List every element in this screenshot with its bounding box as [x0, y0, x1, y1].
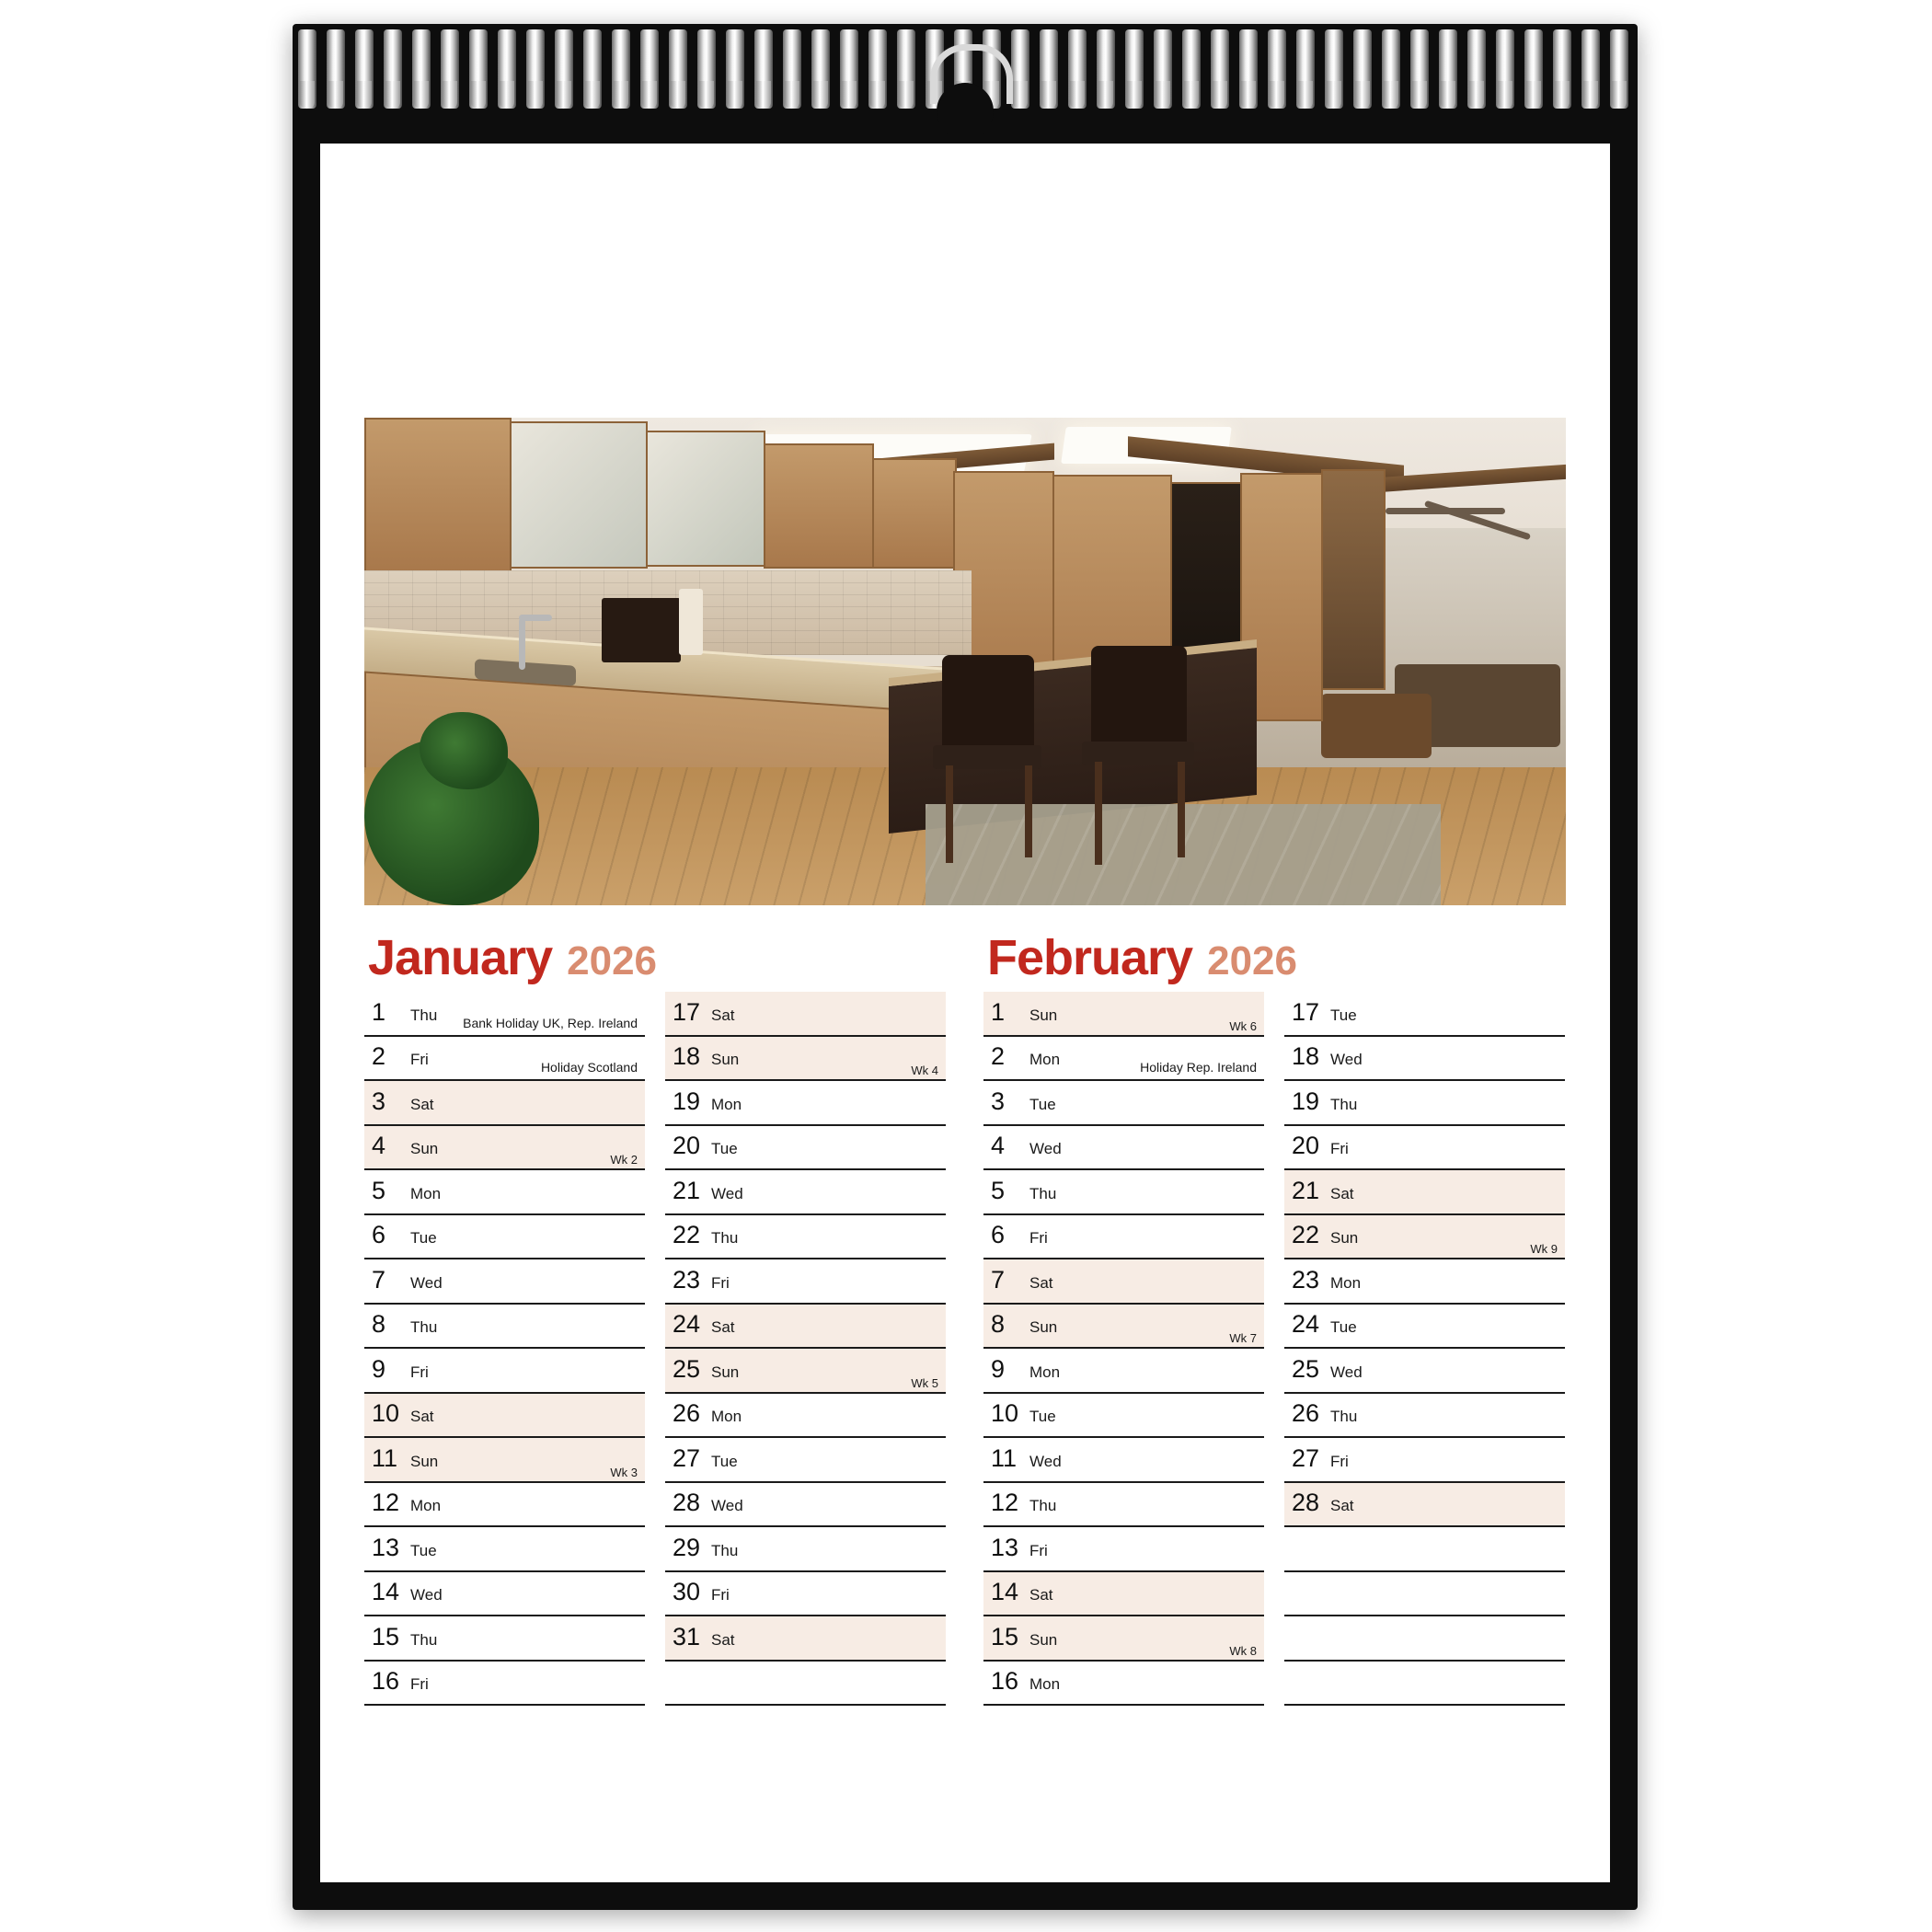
month-name: February	[987, 930, 1193, 985]
wire-loop	[1382, 29, 1400, 109]
day-row[interactable]	[364, 1081, 645, 1126]
wire-loop	[726, 29, 744, 109]
day-abbrev: Sun	[1029, 1630, 1058, 1649]
day-row[interactable]	[665, 1483, 946, 1528]
wire-loop	[384, 29, 402, 109]
day-abbrev: Wed	[410, 1586, 443, 1604]
wine-bottle-holder	[602, 598, 681, 662]
day-row[interactable]	[364, 1394, 645, 1439]
week-number: Wk 8	[1229, 1643, 1257, 1658]
day-abbrev: Fri	[410, 1675, 429, 1694]
day-row[interactable]	[1284, 1349, 1565, 1394]
wire-loop	[498, 29, 516, 109]
day-row[interactable]	[983, 1081, 1264, 1126]
day-number: 11	[372, 1443, 398, 1472]
day-abbrev: Sun	[410, 1140, 439, 1158]
day-abbrev: Tue	[1029, 1095, 1056, 1113]
day-abbrev: Tue	[1330, 1006, 1357, 1024]
month-title	[983, 930, 1566, 985]
upper-cabinet-3	[872, 458, 957, 569]
wire-loop	[1125, 29, 1144, 109]
hanger-knob-icon	[937, 83, 994, 134]
day-number: 30	[673, 1578, 701, 1606]
day-number: 11	[991, 1443, 1018, 1472]
day-number: 22	[673, 1221, 701, 1249]
day-number: 16	[372, 1667, 400, 1696]
wire-loop	[1268, 29, 1286, 109]
day-number: 27	[1292, 1443, 1320, 1472]
wire-loop	[583, 29, 602, 109]
day-abbrev: Fri	[1029, 1541, 1048, 1559]
day-number: 28	[1292, 1489, 1320, 1517]
day-abbrev: Sun	[711, 1363, 740, 1381]
calendar-photo	[364, 418, 1566, 905]
day-abbrev: Wed	[1029, 1452, 1062, 1470]
day-abbrev: Sat	[711, 1630, 735, 1649]
day-row[interactable]	[1284, 1483, 1565, 1528]
day-row[interactable]	[983, 1572, 1264, 1617]
day-row[interactable]	[665, 1527, 946, 1572]
day-abbrev: Mon	[711, 1095, 742, 1113]
wire-loop	[1068, 29, 1087, 109]
day-number: 17	[1292, 997, 1320, 1026]
wire-loop	[1524, 29, 1543, 109]
day-row[interactable]	[364, 1259, 645, 1305]
wire-loop	[1182, 29, 1201, 109]
day-number: 9	[372, 1354, 386, 1383]
day-number: 4	[372, 1132, 386, 1160]
day-row[interactable]	[364, 1170, 645, 1215]
day-row[interactable]	[665, 1037, 946, 1082]
day-row[interactable]	[364, 1662, 645, 1707]
day-row[interactable]	[1284, 1215, 1565, 1260]
day-number: 3	[991, 1087, 1006, 1115]
day-abbrev: Tue	[410, 1541, 437, 1559]
day-abbrev: Mon	[1029, 1363, 1061, 1381]
wire-loop	[412, 29, 431, 109]
day-number: 22	[1292, 1221, 1320, 1249]
empty-day-row[interactable]	[665, 1662, 946, 1707]
day-number: 6	[991, 1221, 1006, 1249]
day-number: 18	[673, 1042, 701, 1071]
day-number: 14	[372, 1578, 400, 1606]
day-row[interactable]	[983, 1349, 1264, 1394]
day-abbrev: Tue	[711, 1452, 738, 1470]
day-abbrev: Wed	[410, 1273, 443, 1292]
wire-loop	[1496, 29, 1514, 109]
wire-loop	[1581, 29, 1600, 109]
day-abbrev: Sat	[1330, 1497, 1354, 1515]
day-row[interactable]	[364, 1349, 645, 1394]
day-number: 23	[1292, 1265, 1320, 1294]
day-row[interactable]	[983, 1483, 1264, 1528]
month-block	[364, 930, 947, 1706]
day-number: 23	[673, 1265, 701, 1294]
day-abbrev: Sat	[410, 1408, 434, 1426]
day-row[interactable]	[983, 1126, 1264, 1171]
day-number: 21	[1292, 1176, 1320, 1204]
day-abbrev: Thu	[1330, 1095, 1358, 1113]
day-row[interactable]	[983, 1037, 1264, 1082]
armchair	[1321, 694, 1432, 758]
holiday-note: Bank Holiday UK, Rep. Ireland	[463, 1015, 638, 1030]
day-number: 8	[991, 1310, 1006, 1339]
wire-loop	[526, 29, 545, 109]
wire-loop	[1011, 29, 1029, 109]
day-row[interactable]	[364, 1215, 645, 1260]
wire-binding	[293, 24, 1638, 134]
paper-towel	[679, 589, 703, 655]
day-row[interactable]	[1284, 1037, 1565, 1082]
day-number: 15	[991, 1622, 1019, 1650]
wire-loop	[1439, 29, 1457, 109]
wire-loop	[1610, 29, 1628, 109]
day-column	[364, 992, 645, 1706]
day-number: 13	[372, 1533, 400, 1561]
wire-loop	[555, 29, 573, 109]
wire-loop	[1040, 29, 1058, 109]
wire-loop	[327, 29, 345, 109]
day-abbrev: Sat	[1029, 1273, 1053, 1292]
day-number: 20	[673, 1132, 701, 1160]
day-row[interactable]	[665, 1438, 946, 1483]
week-number: Wk 9	[1530, 1242, 1558, 1256]
month-columns	[364, 992, 947, 1706]
wire-loop	[1211, 29, 1229, 109]
wire-loop	[1154, 29, 1172, 109]
day-abbrev: Wed	[711, 1184, 743, 1202]
day-row[interactable]	[364, 1572, 645, 1617]
upper-cabinet-2	[764, 443, 874, 569]
wire-loop	[1467, 29, 1486, 109]
day-column	[1284, 992, 1565, 1706]
wire-loop	[1097, 29, 1115, 109]
day-number: 29	[673, 1533, 701, 1561]
day-abbrev: Fri	[711, 1586, 730, 1604]
day-abbrev: Thu	[410, 1006, 438, 1024]
day-row[interactable]	[983, 1215, 1264, 1260]
wire-loop	[840, 29, 858, 109]
week-number: Wk 3	[610, 1465, 638, 1479]
day-abbrev: Thu	[711, 1229, 739, 1248]
day-number: 10	[991, 1399, 1019, 1428]
day-number: 24	[673, 1310, 701, 1339]
day-number: 1	[991, 997, 1006, 1026]
day-abbrev: Fri	[711, 1273, 730, 1292]
wire-loop	[897, 29, 915, 109]
empty-day-row[interactable]	[1284, 1572, 1565, 1617]
day-row[interactable]	[665, 1170, 946, 1215]
day-abbrev: Sun	[410, 1452, 439, 1470]
day-number: 2	[991, 1042, 1006, 1071]
day-row[interactable]	[364, 1126, 645, 1171]
bar-stool-2-leg-r	[1178, 762, 1185, 857]
day-number: 14	[991, 1578, 1019, 1606]
wire-loop	[1553, 29, 1571, 109]
day-number: 21	[673, 1176, 701, 1204]
month-year: 2026	[1207, 938, 1297, 983]
day-number: 15	[372, 1622, 400, 1650]
week-number: Wk 2	[610, 1153, 638, 1167]
bar-stool-1-leg-l	[946, 765, 953, 863]
day-number: 27	[673, 1443, 701, 1472]
day-row[interactable]	[1284, 1126, 1565, 1171]
day-number: 2	[372, 1042, 386, 1071]
calendar-page	[320, 144, 1610, 1882]
day-number: 25	[673, 1354, 701, 1383]
month-title	[364, 930, 947, 985]
day-number: 26	[673, 1399, 701, 1428]
day-row[interactable]	[665, 1572, 946, 1617]
day-abbrev: Tue	[1029, 1408, 1056, 1426]
day-abbrev: Sat	[1029, 1586, 1053, 1604]
day-row[interactable]	[364, 1616, 645, 1662]
day-row[interactable]	[665, 1349, 946, 1394]
day-abbrev: Mon	[1029, 1675, 1061, 1694]
day-abbrev: Sat	[1330, 1184, 1354, 1202]
bar-stool-1-leg-r	[1025, 765, 1032, 857]
month-columns	[983, 992, 1566, 1706]
calendar-product	[293, 24, 1638, 1910]
day-number: 26	[1292, 1399, 1320, 1428]
day-row[interactable]	[665, 1081, 946, 1126]
bar-stool-2-back	[1091, 646, 1187, 749]
day-abbrev: Sun	[1029, 1006, 1058, 1024]
day-row[interactable]	[665, 1259, 946, 1305]
day-number: 8	[372, 1310, 386, 1339]
day-abbrev: Fri	[1330, 1140, 1349, 1158]
wire-loop	[1325, 29, 1343, 109]
holiday-note: Holiday Scotland	[540, 1060, 638, 1075]
day-abbrev: Fri	[410, 1363, 429, 1381]
wire-loop	[1410, 29, 1429, 109]
day-row[interactable]	[983, 1305, 1264, 1350]
bar-stool-1-back	[942, 655, 1034, 754]
wire-loop	[441, 29, 459, 109]
empty-day-row[interactable]	[1284, 1662, 1565, 1707]
day-row[interactable]	[1284, 1305, 1565, 1350]
day-abbrev: Mon	[711, 1408, 742, 1426]
wire-loop	[612, 29, 630, 109]
day-number: 12	[991, 1489, 1019, 1517]
week-number: Wk 5	[911, 1375, 938, 1390]
day-number: 6	[372, 1221, 386, 1249]
day-row[interactable]	[983, 1662, 1264, 1707]
day-row[interactable]	[364, 992, 645, 1037]
day-row[interactable]	[1284, 1259, 1565, 1305]
day-row[interactable]	[983, 1394, 1264, 1439]
bar-stool-2-leg-l	[1095, 762, 1102, 865]
glass-cabinet-1	[510, 421, 648, 569]
day-number: 24	[1292, 1310, 1320, 1339]
day-number: 31	[673, 1622, 701, 1650]
wire-loop	[1239, 29, 1258, 109]
wire-loop	[1296, 29, 1315, 109]
month-block	[983, 930, 1566, 1706]
day-abbrev: Mon	[1330, 1273, 1362, 1292]
glass-cabinet-2	[646, 431, 765, 567]
month-year: 2026	[567, 938, 658, 983]
wire-loop	[697, 29, 716, 109]
day-column	[665, 992, 946, 1706]
day-row[interactable]	[983, 1527, 1264, 1572]
day-abbrev: Wed	[1330, 1363, 1363, 1381]
wire-loop	[669, 29, 687, 109]
day-abbrev: Mon	[410, 1184, 442, 1202]
day-abbrev: Fri	[410, 1051, 429, 1069]
day-row[interactable]	[364, 1037, 645, 1082]
wire-loop	[811, 29, 830, 109]
faucet-stem	[519, 618, 525, 670]
day-column	[983, 992, 1264, 1706]
wire-loop	[298, 29, 316, 109]
day-row[interactable]	[665, 1305, 946, 1350]
week-number: Wk 7	[1229, 1331, 1257, 1345]
day-number: 7	[372, 1265, 386, 1294]
day-abbrev: Sun	[1330, 1229, 1359, 1248]
day-abbrev: Sat	[410, 1095, 434, 1113]
day-number: 7	[991, 1265, 1006, 1294]
day-row[interactable]	[1284, 992, 1565, 1037]
day-row[interactable]	[665, 1126, 946, 1171]
wine-rack	[1321, 469, 1386, 690]
day-abbrev: Thu	[1029, 1497, 1057, 1515]
day-row[interactable]	[364, 1438, 645, 1483]
months-container	[364, 930, 1566, 1706]
day-abbrev: Fri	[1029, 1229, 1048, 1248]
week-number: Wk 6	[1229, 1018, 1257, 1033]
day-number: 18	[1292, 1042, 1320, 1071]
day-row[interactable]	[1284, 1170, 1565, 1215]
day-abbrev: Sun	[1029, 1318, 1058, 1337]
day-abbrev: Sun	[711, 1051, 740, 1069]
empty-day-row[interactable]	[1284, 1527, 1565, 1572]
day-number: 10	[372, 1399, 400, 1428]
day-abbrev: Sat	[711, 1006, 735, 1024]
day-row[interactable]	[983, 1616, 1264, 1662]
day-row[interactable]	[364, 1483, 645, 1528]
day-abbrev: Thu	[711, 1541, 739, 1559]
day-abbrev: Tue	[711, 1140, 738, 1158]
day-row[interactable]	[1284, 1394, 1565, 1439]
day-row[interactable]	[364, 1305, 645, 1350]
day-number: 5	[991, 1176, 1006, 1204]
day-row[interactable]	[983, 1259, 1264, 1305]
day-row[interactable]	[665, 1394, 946, 1439]
day-abbrev: Mon	[410, 1497, 442, 1515]
day-row[interactable]	[364, 1527, 645, 1572]
day-abbrev: Mon	[1029, 1051, 1061, 1069]
day-number: 17	[673, 997, 701, 1026]
empty-day-row[interactable]	[1284, 1616, 1565, 1662]
day-row[interactable]	[1284, 1081, 1565, 1126]
day-abbrev: Thu	[1029, 1184, 1057, 1202]
day-number: 19	[1292, 1087, 1320, 1115]
day-abbrev: Tue	[1330, 1318, 1357, 1337]
wire-loop	[868, 29, 887, 109]
day-number: 1	[372, 997, 386, 1026]
faucet-spout	[519, 615, 552, 621]
day-number: 3	[372, 1087, 386, 1115]
day-abbrev: Wed	[1330, 1051, 1363, 1069]
day-number: 16	[991, 1667, 1019, 1696]
day-number: 9	[991, 1354, 1006, 1383]
day-row[interactable]	[665, 1215, 946, 1260]
wire-loop	[469, 29, 488, 109]
day-row[interactable]	[983, 992, 1264, 1037]
day-row[interactable]	[983, 1170, 1264, 1215]
day-abbrev: Wed	[711, 1497, 743, 1515]
holiday-note: Holiday Rep. Ireland	[1140, 1060, 1257, 1075]
day-abbrev: Sat	[711, 1318, 735, 1337]
day-number: 5	[372, 1176, 386, 1204]
day-number: 19	[673, 1087, 701, 1115]
day-abbrev: Wed	[1029, 1140, 1062, 1158]
month-name: January	[368, 930, 553, 985]
day-number: 4	[991, 1132, 1006, 1160]
day-row[interactable]	[1284, 1438, 1565, 1483]
day-abbrev: Thu	[1330, 1408, 1358, 1426]
day-row[interactable]	[983, 1438, 1264, 1483]
day-number: 28	[673, 1489, 701, 1517]
week-number: Wk 4	[911, 1064, 938, 1077]
day-abbrev: Tue	[410, 1229, 437, 1248]
wire-loop	[640, 29, 659, 109]
day-abbrev: Thu	[410, 1318, 438, 1337]
day-number: 13	[991, 1533, 1019, 1561]
wire-loop	[1353, 29, 1372, 109]
day-number: 12	[372, 1489, 400, 1517]
upper-cabinet-1	[364, 418, 512, 574]
day-abbrev: Thu	[410, 1630, 438, 1649]
day-row[interactable]	[665, 1616, 946, 1662]
wire-loop	[754, 29, 773, 109]
day-number: 20	[1292, 1132, 1320, 1160]
kitchen-scene	[364, 418, 1566, 905]
day-abbrev: Fri	[1330, 1452, 1349, 1470]
wire-loop	[355, 29, 374, 109]
wire-loop	[783, 29, 801, 109]
day-row[interactable]	[665, 992, 946, 1037]
day-number: 25	[1292, 1354, 1320, 1383]
